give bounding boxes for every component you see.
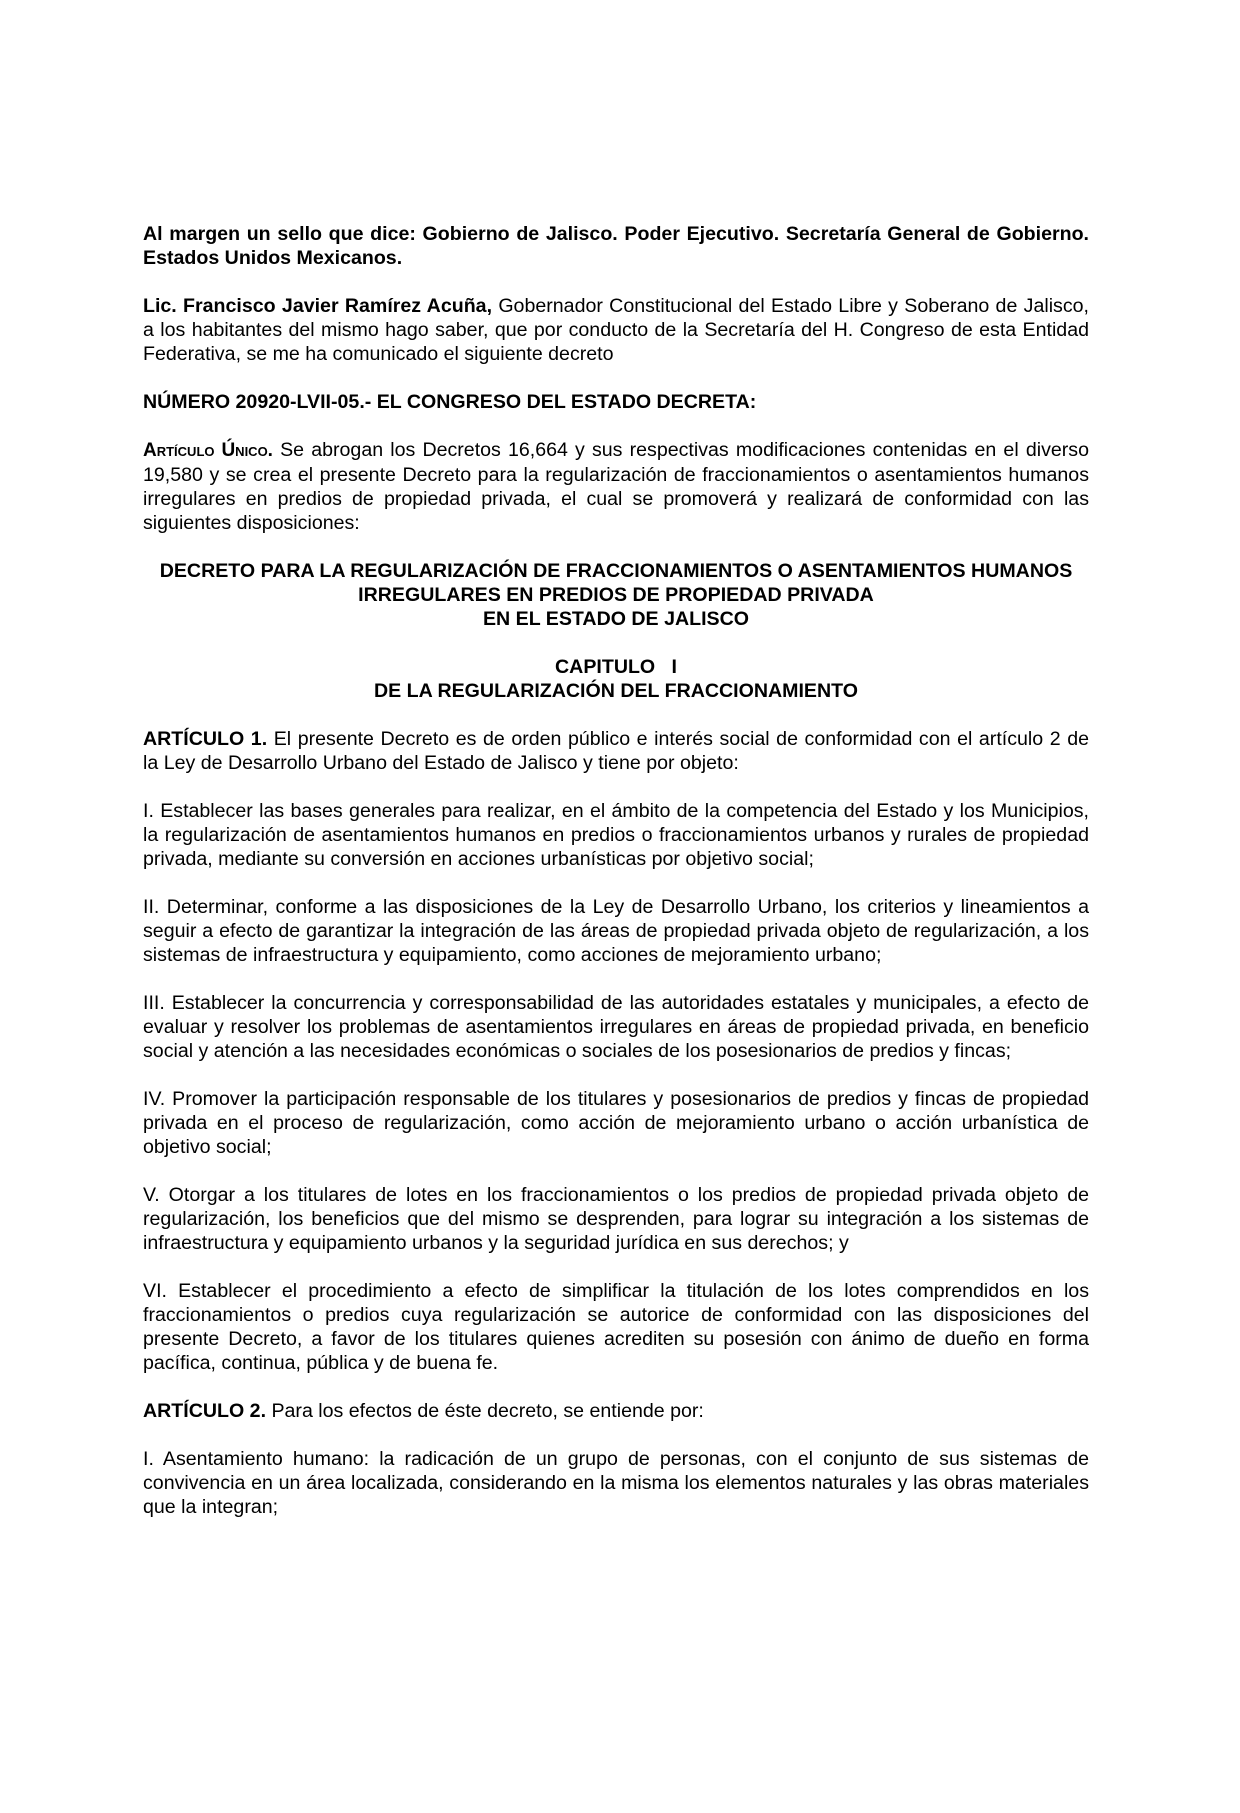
document-page bbox=[143, 222, 1089, 1543]
article-2-label: ARTÍCULO 2. bbox=[143, 1400, 267, 1422]
article-1-label: ARTÍCULO 1. bbox=[143, 728, 268, 750]
articulo-unico-label: Artículo Único. bbox=[143, 440, 273, 461]
article-1-item: I. Establecer las bases generales para realizar, en el ámbito de la competencia del Estado y los Municipios, la regularización de asentamientos humanos en predios o fraccionamientos urbanos y rurales de propiedad privada, mediante su conversión en acciones urbanísticas por objetivo social; bbox=[143, 800, 1089, 870]
article-2 bbox=[143, 1399, 1089, 1423]
article-2-item: I. Asentamiento humano: la radicación de un grupo de personas, con el conjunto de sus sistemas de convivencia en un área localizada, considerando en la misma los elementos naturales y las obras materiales que la integran; bbox=[143, 1448, 1089, 1518]
governor-paragraph bbox=[143, 294, 1089, 366]
governor-name: Lic. Francisco Javier Ramírez Acuña, bbox=[143, 295, 493, 317]
chapter-title: DE LA REGULARIZACIÓN DEL FRACCIONAMIENTO bbox=[373, 680, 859, 702]
decree-title bbox=[143, 559, 1089, 631]
article-1-item: IV. Promover la participación responsable de los titulares y posesionarios de predios y fincas de propiedad privada en el proceso de regularización, como acción de mejoramiento urbano o acción urbanística de objetivo social; bbox=[143, 1088, 1089, 1158]
article-1-item: II. Determinar, conforme a las disposiciones de la Ley de Desarrollo Urbano, los criterios y lineamientos a seguir a efecto de garantizar la integración de las áreas de propiedad privada objeto de regularización, a los sistemas de infraestructura y equipamiento, como acciones de mejoramiento urbano; bbox=[143, 896, 1089, 966]
decree-title-line-1: DECRETO PARA LA REGULARIZACIÓN DE FRACCIONAMIENTOS O ASENTAMIENTOS HUMANOS bbox=[159, 560, 1073, 582]
chapter-number: CAPITULO I bbox=[555, 656, 677, 678]
chapter-heading bbox=[143, 655, 1089, 703]
article-1-item: III. Establecer la concurrencia y corresponsabilidad de las autoridades estatales y municipales, a efecto de evaluar y resolver los problemas de asentamientos irregulares en áreas de propiedad privada, en beneficio social y atención a las necesidades económicas o sociales de los posesionarios de predios y fincas; bbox=[143, 992, 1089, 1062]
article-1 bbox=[143, 727, 1089, 775]
decree-title-line-3: EN EL ESTADO DE JALISCO bbox=[482, 608, 749, 630]
decree-title-line-2: IRREGULARES EN PREDIOS DE PROPIEDAD PRIVADA bbox=[358, 584, 874, 606]
article-1-text: El presente Decreto es de orden público e interés social de conformidad con el artículo 2 de la Ley de Desarrollo Urbano del Estado de Jalisco y tiene por objeto: bbox=[143, 728, 1089, 774]
article-1-item: V. Otorgar a los titulares de lotes en los fraccionamientos o los predios de propiedad privada objeto de regularización, los beneficios que del mismo se desprenden, para lograr su integración a los sistemas de infraestructura y equipamiento urbanos y la seguridad jurídica en sus derechos; y bbox=[143, 1184, 1089, 1254]
decree-number: NÚMERO 20920-LVII-05.- EL CONGRESO DEL ESTADO DECRETA: bbox=[143, 391, 757, 413]
article-2-text: Para los efectos de éste decreto, se entiende por: bbox=[266, 1400, 704, 1422]
governor-text: Gobernador Constitucional del Estado Libre y Soberano de Jalisco, a los habitantes del mismo hago saber, que por conducto de la Secretaría del H. Congreso de esta Entidad Federativa, se me ha comunicado el siguiente decreto bbox=[143, 295, 1089, 365]
articulo-unico bbox=[143, 438, 1089, 535]
margin-note: Al margen un sello que dice: Gobierno de Jalisco. Poder Ejecutivo. Secretaría General de Gobierno. Estados Unidos Mexicanos. bbox=[143, 223, 1089, 269]
article-1-item: VI. Establecer el procedimiento a efecto de simplificar la titulación de los lotes comprendidos en los fraccionamientos o predios cuya regularización se autorice de conformidad con las disposiciones del presente Decreto, a favor de los titulares quienes acrediten su posesión con ánimo de dueño en forma pacífica, continua, pública y de buena fe. bbox=[143, 1280, 1089, 1374]
articulo-unico-text: Se abrogan los Decretos 16,664 y sus respectivas modificaciones contenidas en el diverso 19,580 y se crea el presente Decreto para la regularización de fraccionamientos o asentamientos humanos irregulares en predios de propiedad privada, el cual se promoverá y realizará de conformidad con las siguientes disposiciones: bbox=[143, 439, 1089, 534]
